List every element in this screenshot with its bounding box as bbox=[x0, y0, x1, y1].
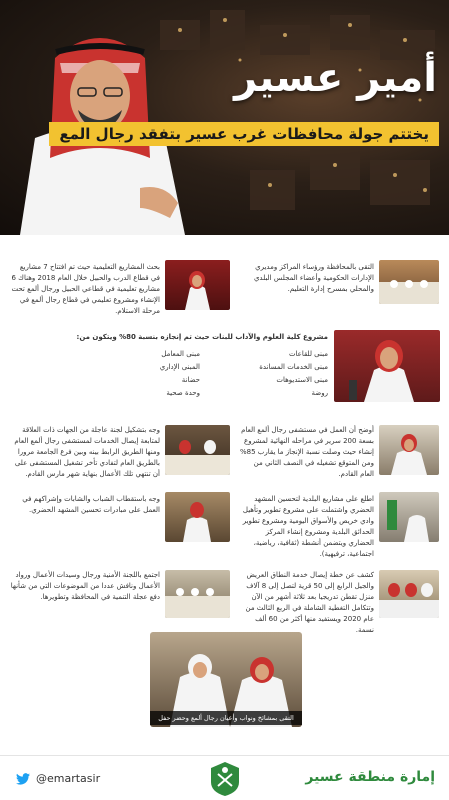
hero-banner bbox=[0, 0, 449, 235]
hospital-photo bbox=[379, 425, 439, 475]
hero-subtitle: يختتم جولة محافظات غرب عسير بتفقد رجال المع bbox=[49, 122, 439, 146]
item-text-2: بحث المشاريع التعليمية حيث تم افتتاح 7 مشاريع في قطاع الدرب والحبيل خلال العام 2018 وهناك 6 مشاريع تعليمية في قطاعي الحبيل ورجال ألمع تحت الإنشاء ومشروع تعليمي في قطاع رجال ألمع في مرحلة الاستلام. bbox=[11, 263, 160, 315]
list-item: وحدة صحية bbox=[166, 389, 200, 397]
list-item: حضانة bbox=[181, 376, 200, 384]
municipal-photo bbox=[379, 492, 439, 542]
twitter-handle: @emartasir bbox=[36, 772, 101, 785]
youth-photo bbox=[165, 492, 230, 542]
college-title: مشروع كلية العلوم والآداب للبنات حيث تم إنجازه بنسبة 80% ويتكون من: bbox=[76, 333, 328, 341]
list-item: روضة bbox=[311, 389, 328, 397]
list-item: مبنى للقاعات bbox=[288, 350, 328, 358]
broadband-photo bbox=[379, 570, 439, 618]
committee-photo bbox=[165, 425, 230, 475]
list-item: المبنى الإداري bbox=[159, 363, 200, 371]
item-text-4: وجه بتشكيل لجنة عاجلة من الجهات ذات العلاقة لمتابعة إيصال الخدمات لمستشفى رجال ألمع العام ومنها الطريق الرابط بينه وبين فرع الجامعة مرورا بالطريق العام لتفادي تأخر تشغيل المستشفى على أن تنتهي تلك الأعمال بنهاية شهر مارس القادم. bbox=[14, 426, 160, 478]
footer bbox=[0, 755, 449, 800]
education-photo bbox=[165, 260, 230, 310]
footer-org-name: إمارة منطقة عسير bbox=[305, 769, 435, 785]
item-text-6: وجه باستقطاب الشباب والشابات وإشراكهم في العمل على مبادرات تحسين المشهد الحضري. bbox=[22, 495, 160, 514]
twitter-icon bbox=[16, 773, 30, 785]
list-item: مبنى المعامل bbox=[161, 350, 200, 358]
college-list-left bbox=[100, 348, 200, 400]
security-meeting-photo bbox=[165, 570, 230, 618]
item-text-3: أوضح أن العمل في مستشفى رجال ألمع العام بسعة 200 سرير في مراحله النهائية لمشروع إنشاء حيث وصلت نسبة الإنجاز ما يقارب 85% ومن المتوقع تشغيله في النصف الثاني من العام القادم. bbox=[240, 426, 374, 478]
photo-caption: التقى بمشائخ ونواب وأعيان رجال ألمع وحضر حفل الأهالي bbox=[150, 711, 302, 725]
item-text-1: التقى بالمحافظة ورؤساء المراكز ومديري الإدارات الحكومية وأعضاء المجلس البلدي والمحلي بمسرح إدارة التعليم. bbox=[253, 263, 374, 293]
item-text-8: اجتمع باللجنة الأمنية ورجال وسيدات الأعمال ورواد الأعمال ونافش عددا من الموضوعات التي من شأنها دفع عجلة التنمية في المحافظة وتطويرها. bbox=[10, 571, 160, 601]
item-text-7: كشف عن خطة إيصال خدمة النطاق العريض والجيل الرابع إلى 50 قرية لتصل إلى 8 آلاف منزل تقطن تدريجيا بعد ثلاثة أشهر من الآن وتتكامل التغطية الشاملة في الربع الثالث من عام 2020 ويستفيد منها أكثر من 60 ألف نسمة. bbox=[245, 571, 374, 634]
twitter-link[interactable] bbox=[16, 772, 100, 785]
emblem-logo bbox=[208, 760, 242, 798]
list-item: مبنى الاستديوهات bbox=[276, 376, 328, 384]
item-text-5: اطلع على مشاريع البلدية لتحسين المشهد الحضري واشتملت على مشروع تطوير وتأهيل وادي خريص والأسواق اليومية ومشروع تطوير الحدائق البلدية ومشروع إنشاء المركز الحضاري ويتضمن أنشطة (ثقافية، رياضية، اجتماعية، ترفيهية). bbox=[242, 495, 374, 558]
hero-title: أمير عسير bbox=[234, 55, 437, 101]
meeting-photo-1 bbox=[379, 260, 439, 304]
portrait-photo-2 bbox=[334, 330, 440, 402]
college-list-right bbox=[230, 348, 328, 400]
list-item: مبنى الخدمات المساندة bbox=[259, 363, 328, 371]
